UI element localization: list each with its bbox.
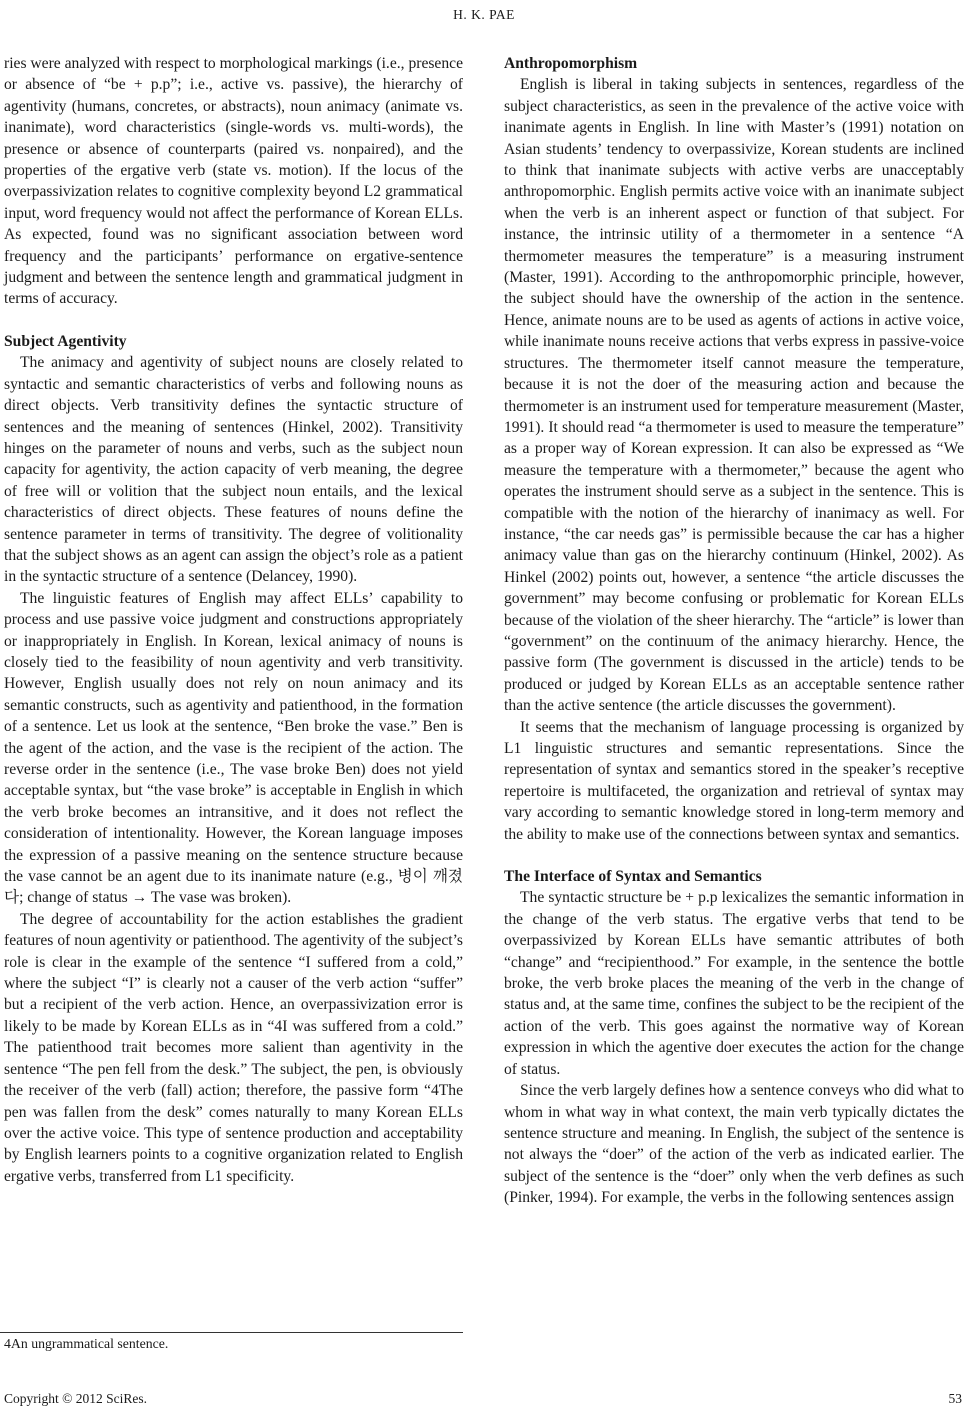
paragraph: The degree of accountability for the action establishes the gradient features of noun agentivity or patienthood. The agentivity of the subject’s role is clear in the example of the sentence “I suffered from a cold,” where the subject “I” is clearly not a causer of the verb action “suffer” but a recipient of the verb action. Hence, an overpassivization error is likely to be made by Korean ELLs as in “4I was suffered from a cold.” The patienthood trait becomes more salient than agentivity in the sentence “The pen fell from the desk.” The subject, the pen, is obviously the receiver of the verb (fall) action; therefore, the passive form “4The pen was fallen from the desk” comes naturally to many Korean ELLs over the active voice. This type of sentence production and acceptability by English learners points to a cognitive organization related to English ergative verbs, transferred from L1 specificity. — [4, 910, 463, 1185]
section-heading-interface: The Interface of Syntax and Semantics — [504, 868, 762, 886]
page-number: 53 — [948, 1391, 962, 1406]
right-column — [504, 53, 964, 1209]
footnote-rule — [0, 1332, 463, 1333]
footnote: 4An ungrammatical sentence. — [4, 1336, 169, 1351]
paragraph: ries were analyzed with respect to morphological markings (i.e., presence or absence of “be + p.p”; i.e., active vs. passive), the hierarchy of agentivity (humans, concretes, or abstracts), noun animacy (animate vs. inanimate), word characteristics (single-words vs. multi-words), the presence or absence of counterparts (paired vs. nonpaired), and the properties of the ergative verb (state vs. motion). If the locus of the overpassivization relates to cognitive complexity beyond L2 grammatical input, word frequency would not affect the performance of Korean ELLs. As expected, found was no significant association between word frequency and the participants’ performance on ergative-sentence judgment and between the sentence length and grammatical judgment in terms of accuracy. — [4, 55, 463, 308]
paragraph: English is liberal in taking subjects in sentences, regardless of the subject characteristics, as seen in the prevalence of the active voice with inanimate agents in English. In line with Master’s (1991) notation on Asian students’ tendency to overpassivize, Korean students are inclined to think that inanimate subjects with active verbs are unacceptably anthropomorphic. English permits active voice with an inanimate subject when the verb is an inherent aspect or function of that subject. For instance, the intrinsic utility of a thermometer in a sentence “A thermometer measures the temperature” is a measuring instrument (Master, 1991). According to the anthropomorphic principle, however, the subject should have the ownership of the action in the sentence. Hence, animate nouns are to be used as agents of actions in active voice, while inanimate nouns receive actions that verbs express in passive-voice structures. The thermometer itself cannot measure the temperature, because it is not the doer of the measuring action and because the thermometer is an instrument used for temperature measurement (Master, 1991). It should read “a thermometer is used to measure the temperature” as a proper way of Korean expression. It can also be expressed as “We measure the temperature with a thermometer,” because the agent who operates the instrument should serve as a subject in the sentence. This is compatible with the notion of the hierarchy of inanimacy as well. For instance, “the car needs gas” is permissible because the car has a higher animacy value than gas on the hierarchy continuum (Hinkel, 2002). As Hinkel (2002) points out, however, a sentence “the article discusses the government” may become confusing or problematic for Korean ELLs because of the violation of the sheer hierarchy. The “article” is lower than “government” on the continuum of the animacy hierarchy. Hence, the passive form (The government is discussed in the article) tends to be produced or judged by Korean ELLs as an acceptable sentence rather than the active sentence (the article discusses the government). — [504, 76, 964, 715]
running-head: H. K. PAE — [453, 7, 515, 22]
paragraph: The linguistic features of English may affect ELLs’ capability to process and use passive voice judgment and constructions appropriately or inappropriately in English. In Korean, lexical animacy of nouns is closely tied to the feasibility of noun agentivity and verb transitivity. However, English usually does not rely on noun animacy and its semantic constructs, such as agentivity and patienthood, in the formation of a sentence. Let us look at the sentence, “Ben broke the vase.” Ben is the agent of the action, and the vase is the recipient of the action. The reverse order in the sentence (i.e., The vase broke Ben) does not yield acceptable syntax, but “the vase broke” is acceptable in English in which the verb broke becomes an intransitive, and it does not reflect the consideration of intentionality. However, the Korean language imposes the expression of a passive meaning on the sentence structure because the vase cannot be an agent due to its inanimate nature (e.g., 병이 깨졌다; change of status → The vase was broken). — [4, 589, 463, 907]
left-column — [4, 53, 463, 1187]
copyright-notice: Copyright © 2012 SciRes. — [4, 1391, 148, 1406]
paragraph: It seems that the mechanism of language processing is organized by L1 linguistic structures and semantic representations. Since the representation of syntax and semantics stored in the speaker’s receptive repertoire is multifaceted, the organization and retrieval of syntax may vary according to semantic knowledge stored in long-term memory and the ability to make use of the connections between syntax and semantics. — [504, 718, 964, 843]
paragraph: Since the verb largely defines how a sentence conveys who did what to whom in what way in what context, the main verb typically dictates the sentence structure and meaning. In English, the subject of the sentence is not always the “doer” of the action of the verb as indicated earlier. The subject of the sentence is the “doer” only when the verb defines as such (Pinker, 1994). For example, the verbs in the following sentences assign — [504, 1082, 965, 1207]
paragraph: The syntactic structure be + p.p lexicalizes the semantic information in the change of the verb status. The ergative verbs that tend to be overpassivized by Korean ELLs have semantic attributes of both “change” and “recipienthood.” For example, in the sentence the bottle broke, the verb broke places the meaning of the verb in the change of status and, at the same time, confines the subject to be the recipient of the action of the verb. This goes against the normative way of Korean expression in which the agentive doer executes the action for the change of status. — [504, 889, 964, 1078]
paragraph: The animacy and agentivity of subject nouns are closely related to syntactic and semantic characteristics of verbs and following nouns as direct objects. Verb transitivity defines the syntactic structure of sentences and the meaning of sentences (Hinkel, 2002). Transitivity hinges on the parameter of nouns and verbs, such as the subject noun capacity for agentivity, the action capacity of verb meaning, the degree of free will or volition that the subject noun entails, and the lexical characteristics of direct objects. These features of nouns define the sentence parameter in terms of transitivity. The degree of volitionality that the subject shows as an agent can assign the object’s role as a patient in the syntactic structure of a sentence (Delancey, 1990). — [4, 354, 463, 586]
section-heading-subject-agentivity: Subject Agentivity — [4, 332, 127, 350]
section-heading-anthropomorphism: Anthropomorphism — [504, 55, 638, 72]
